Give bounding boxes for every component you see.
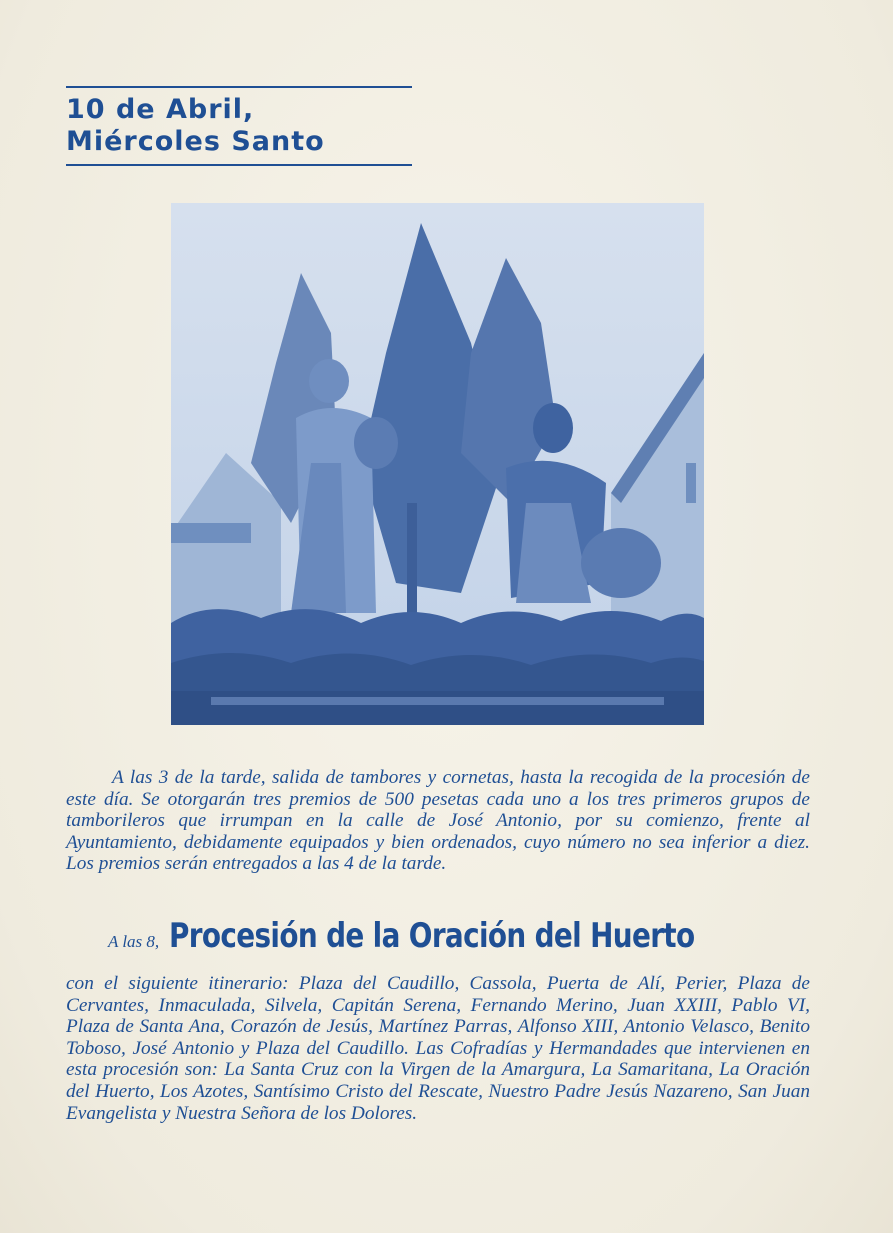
procession-title: Procesión de la Oración del Huerto [169,916,695,956]
heading-day: Miércoles Santo [66,126,325,157]
procession-photo [171,203,704,725]
heading-date: 10 de Abril, [66,94,255,125]
itinerary-paragraph: con el siguiente itinerario: Plaza del Caudillo, Cassola, Puerta de Alí, Perier, Plaza de Cervantes, Inmaculada, Silvela, Capitán Serena, Fernando Merino, Juan XXIII, Pablo VI, Plaza de Santa Ana, Corazón de Jesús, Martínez Parras, Alfonso XIII, Antonio Velasco, Benito Toboso, José Antonio y Plaza del Caudillo. Las Cofradías y Hermandades que intervienen en esta procesión son: La Santa Cruz con la Virgen de la Amargura, La Samaritana, La Oración del Huerto, Los Azotes, Santísimo Cristo del Rescate, Nuestro Padre Jesús Nazareno, San Juan Evangelista y Nuestra Señora de los Dolores. [66,973,810,1124]
procession-time: A las 8, [108,932,160,951]
procession-photo-icon [171,203,704,725]
drums-paragraph: A las 3 de la tarde, salida de tambores y cornetas, hasta la recogida de la procesión de este día. Se otorgarán tres premios de 500 pesetas cada uno a los tres primeros grupos de tamborileros que irrumpan en la calle de José Antonio, por su comienzo, frente al Ayuntamiento, debidamente equipados y bien ordenados, cuyo número no sea inferior a diez. Los premios serán entregados a las 4 de la tarde. [66,767,810,875]
procession-heading [108,916,808,956]
date-heading [66,86,412,166]
